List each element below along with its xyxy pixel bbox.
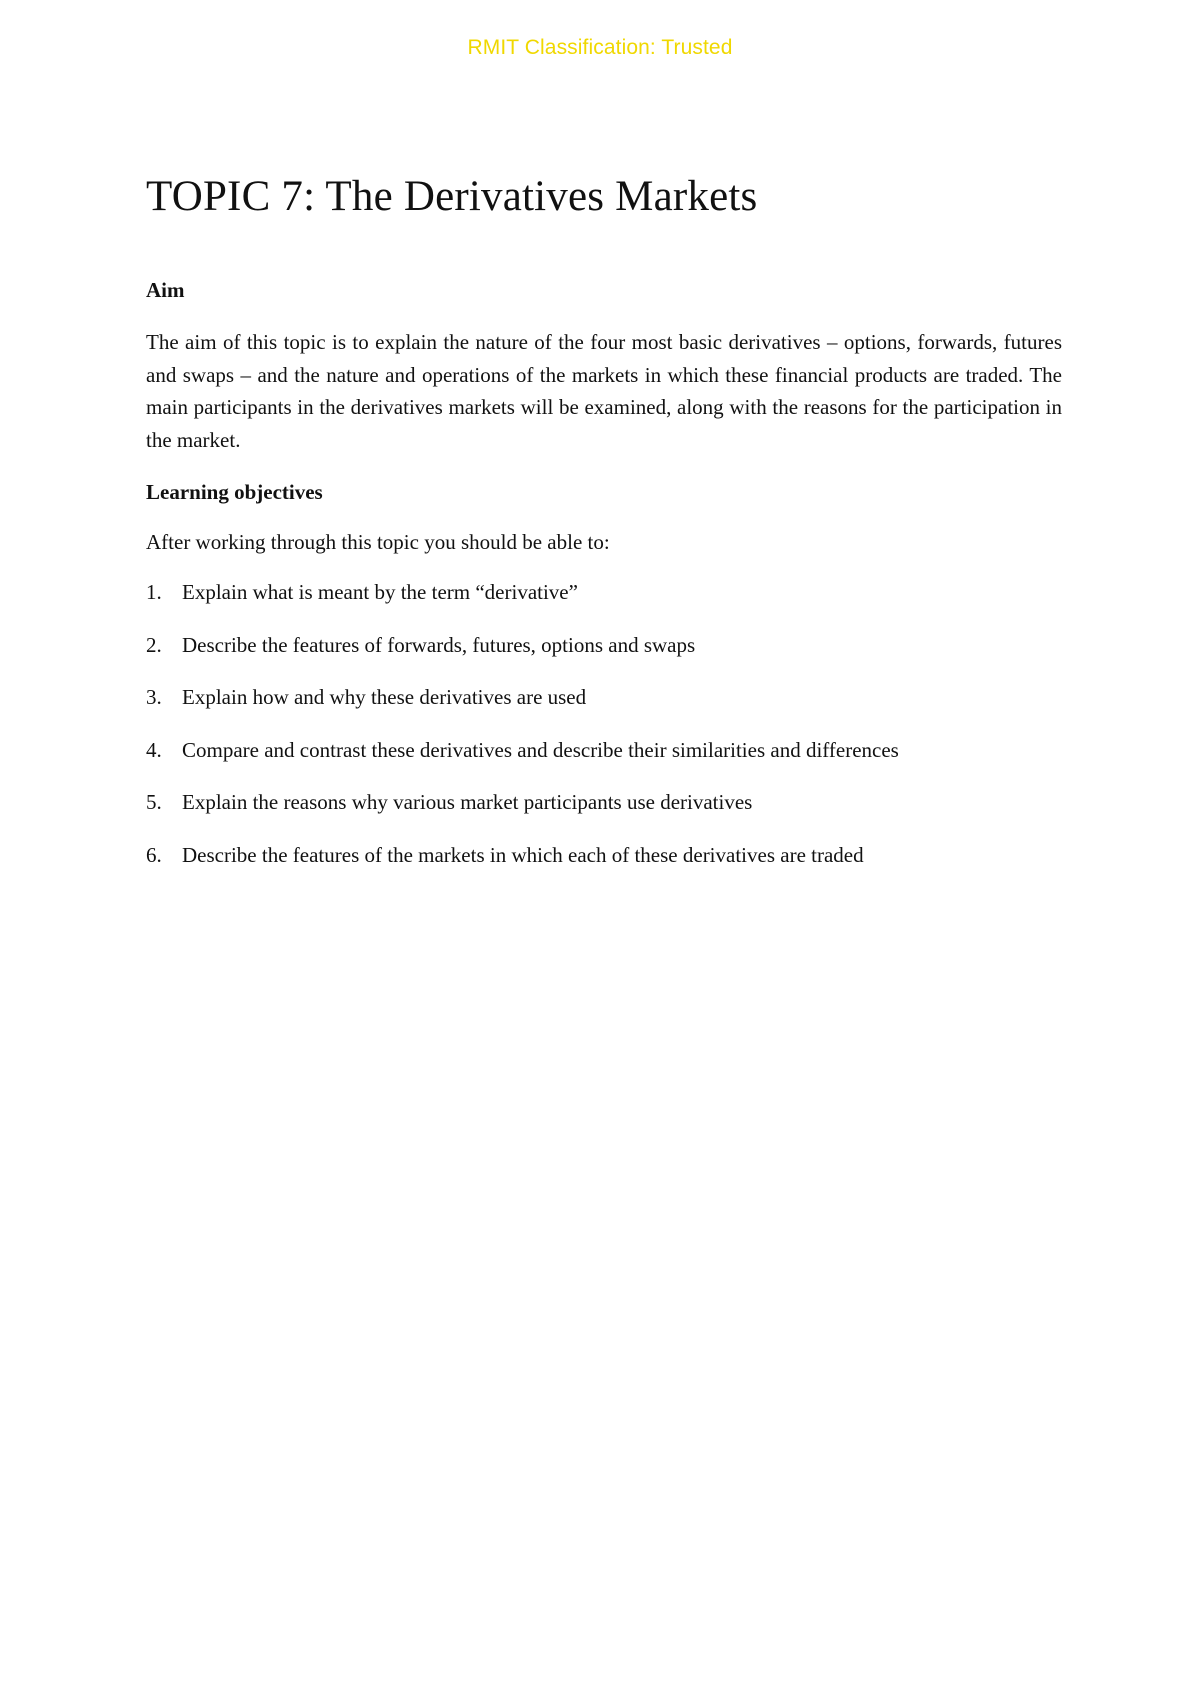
learning-objectives-list <box>146 578 1062 869</box>
list-item <box>146 788 1062 816</box>
aim-heading: Aim <box>146 278 185 302</box>
learning-objectives-intro: After working through this topic you should be able to: <box>146 530 610 554</box>
list-item <box>146 578 1062 606</box>
list-item-text: Explain how and why these derivatives are used <box>182 685 587 709</box>
list-item <box>146 841 1062 869</box>
aim-paragraph: The aim of this topic is to explain the nature of the four most basic derivatives – options, forwards, futures and swaps – and the nature and operations of the markets in which these financial products are traded. The main participants in the derivatives markets will be examined, along with the reasons for the participation in the market. <box>146 330 1062 452</box>
list-item <box>146 631 1062 659</box>
page-title: TOPIC 7: The Derivatives Markets <box>146 173 758 220</box>
classification-label: RMIT Classification: Trusted <box>467 36 733 59</box>
list-item-number: 4. <box>146 737 162 762</box>
list-item-text: Describe the features of forwards, futures, options and swaps <box>182 632 696 657</box>
list-item-number: 6. <box>146 842 162 867</box>
list-item <box>146 683 1062 711</box>
document-body <box>146 170 1062 893</box>
list-item-number: 1. <box>146 580 162 604</box>
list-item <box>146 736 1062 764</box>
list-item-text: Compare and contrast these derivatives and describe their similarities and differences <box>182 737 899 762</box>
list-item-text: Describe the features of the markets in which each of these derivatives are traded <box>182 842 864 867</box>
list-item-text: Explain the reasons why various market participants use derivatives <box>182 790 753 814</box>
list-item-number: 5. <box>146 790 162 814</box>
list-item-number: 3. <box>146 685 162 709</box>
list-item-text: Explain what is meant by the term “derivative” <box>182 580 578 604</box>
list-item-number: 2. <box>146 632 162 657</box>
learning-objectives-heading: Learning objectives <box>146 480 323 504</box>
